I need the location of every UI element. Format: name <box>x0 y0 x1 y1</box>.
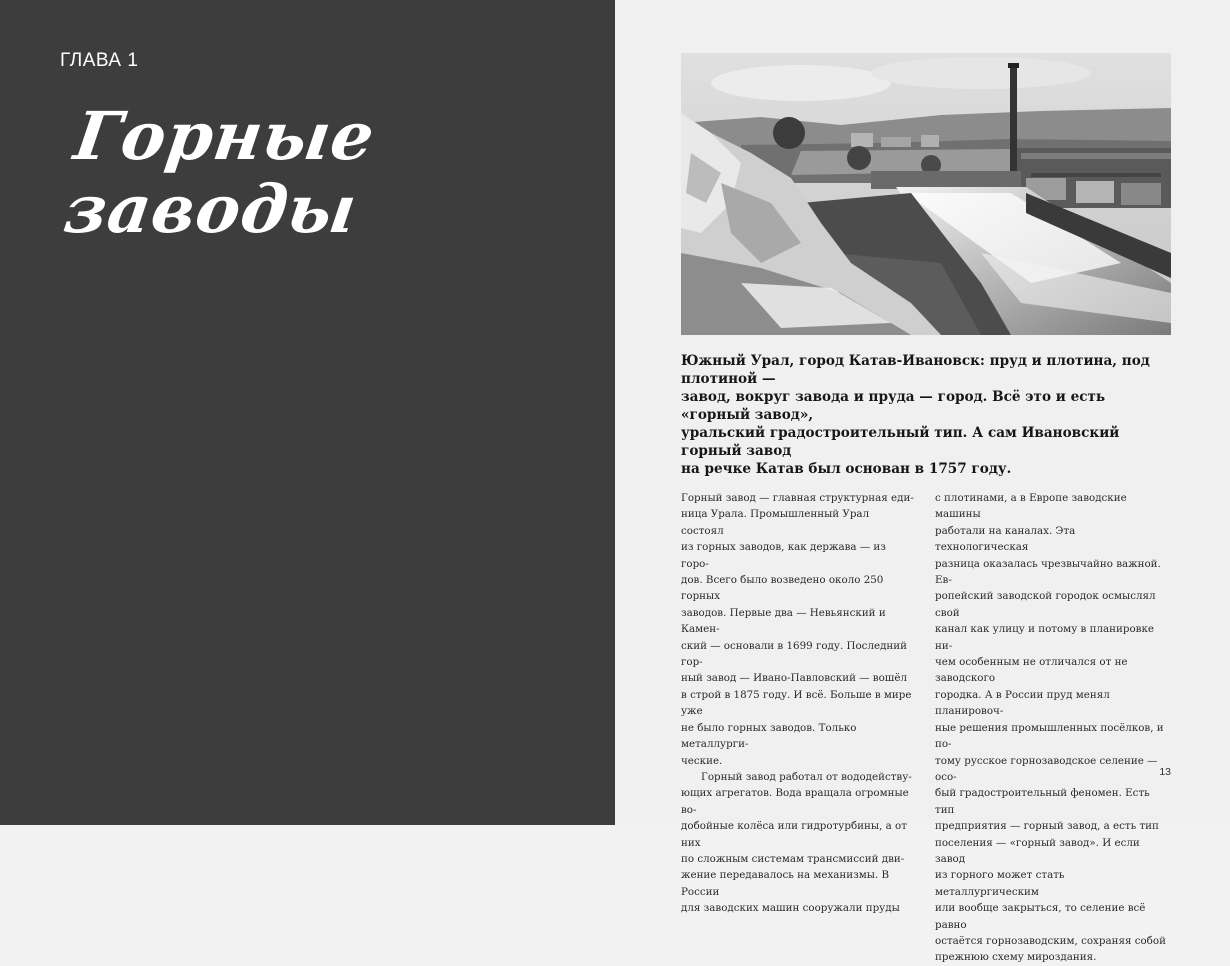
column-1-paragraph-1: Горный завод — главная структурная еди- ница Урала. Промышленный Урал состоял из горных заводов, как держава — из горо- дов. Всего было возведено около 250 горных заводов. Первые два — Невьянский и Камен- ский — основали в 1699 году. Последний гор- ный завод — Ивано-Павловский — вошёл в строй в 1875 году. И всё. Больше в мире уже не было горных заводов. Только металлурги- ческие. <box>681 492 914 767</box>
photo-caption: Южный Урал, город Катав-Ивановск: пруд и плотина, под плотиной — завод, вокруг завода и пруда — город. Всё это и есть «горный завод», уральский градостроительный тип. А сам Ивановский горный завод на речке Катав был основан в 1757 году. <box>681 353 1150 477</box>
page-number: 13 <box>1159 766 1171 778</box>
text-column-2 <box>935 490 1168 966</box>
right-page <box>615 0 1230 964</box>
dam-photo <box>681 53 1171 335</box>
left-page <box>0 0 615 825</box>
column-1-paragraph-2: Горный завод работал от вододейству- ющих агрегатов. Вода вращала огромные во- добойные колёса или гидротурбины, а от них по сложным системам трансмиссий дви- жение передавалось на механизмы. В России для заводских машин сооружали пруды <box>681 770 912 915</box>
text-column-1 <box>681 490 914 917</box>
chapter-title: Горные заводы <box>59 97 380 248</box>
chapter-label: ГЛАВА 1 <box>60 50 139 71</box>
column-2-paragraph-1: с плотинами, а в Европе заводские машины работали на каналах. Эта технологическая разница оказалась чрезвычайно важной. Ев- ропейский заводской городок осмыслял свой канал как улицу и потому в планировке ни- чем особенным не отличался от не заводского городка. А в России пруд менял планировоч- ные решения промышленных посёлков, и по- тому русское горнозаводское селение — осо- бый градостроительный феномен. Есть тип предприятия — горный завод, а есть тип поселения — «горный завод». И если завод из горного может стать металлургическим или вообще закрыться, то селение всё равно остаётся горнозаводским, сохраняя собой прежнюю схему мироздания. <box>935 492 1166 964</box>
photo-placeholder-icon <box>681 53 1171 335</box>
